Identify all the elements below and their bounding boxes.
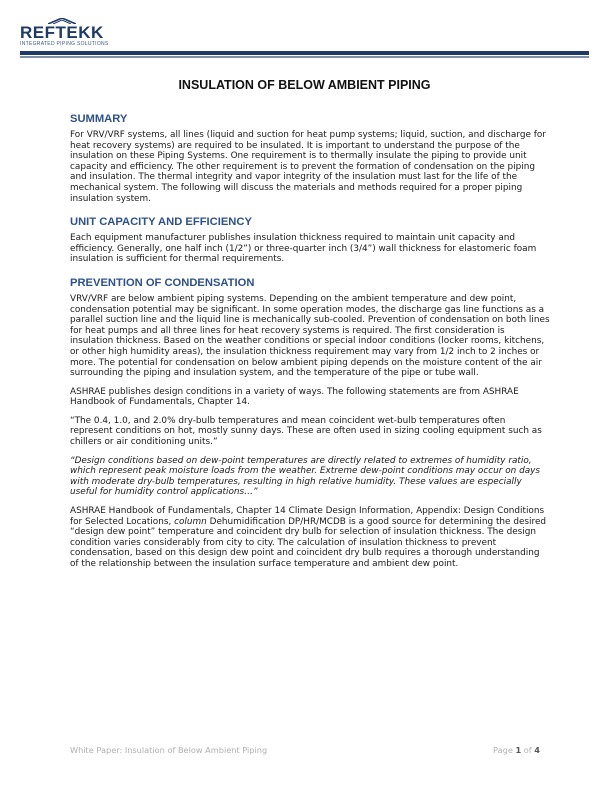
- header-rule-thin: [20, 56, 589, 58]
- brand-logo: [20, 24, 160, 48]
- document-body: [70, 112, 550, 570]
- footer-page-word: Page: [493, 745, 513, 755]
- footer-of-word: of: [523, 745, 532, 755]
- condensation-paragraph-3: [70, 506, 550, 570]
- p5-emphasis: column: [174, 516, 207, 527]
- capacity-paragraph: Each equipment manufacturer publishes insulation thickness required to maintain unit capacity and efficiency. Generally, one half inch (1/2”) or three-quarter inch (3/4”) wall thickness for elastomeric foam insulation is sufficient for thermal requirements.: [70, 233, 537, 265]
- condensation-paragraph-2: ASHRAE publishes design conditions in a variety of ways. The following statements are from ASHRAE Handbook of Fundamentals, Chapter 14.: [70, 386, 519, 408]
- summary-paragraph: For VRV/VRF systems, all lines (liquid and suction for heat pump systems; liquid, suction, and discharge for heat recovery systems) are required to be insulated. It is important to understand the purpose of the insulation on these Piping Systems. One requirement is to thermally insulate the piping to provide unit capacity and efficiency. The other requirement is to prevent the formation of condensation on the piping and insulation. The thermal integrity and vapor integrity of the insulation must last for the life of the mechanical system. The following will discuss the materials and methods required for a proper piping insulation system.: [70, 130, 546, 204]
- p5-text-a: ASHRAE Handbook of Fundamentals, Chapter 14 Climate Design Information, Appendix: Design Conditions for Selected Locations,: [70, 506, 545, 527]
- footer-page-number: [493, 745, 540, 755]
- page-title: INSULATION OF BELOW AMBIENT PIPING: [178, 78, 431, 92]
- condensation-quote-1: “The 0.4, 1.0, and 2.0% dry-bulb temperatures and mean coincident wet-bulb temperatures often represent conditions on hot, mostly sunny days. These are often used in sizing cooling equipment such as chillers or air conditioning units.”: [70, 415, 542, 448]
- logo-roof-icon: [48, 18, 76, 24]
- brand-name: REFTEKK: [20, 23, 104, 42]
- section-heading-capacity: UNIT CAPACITY AND EFFICIENCY: [70, 216, 252, 229]
- section-heading-summary: SUMMARY: [70, 113, 128, 125]
- condensation-paragraph-1: VRV/VRF are below ambient piping systems. Depending on the ambient temperature and dew point, condensation potential may be significant. In some operation modes, the discharge gas line functions as a parallel suction line and the liquid line is mechanically sub-cooled. Prevention of condensation on both lines for heat pumps and all three lines for heat recovery systems is required. The first consideration is insulation thickness. Based on the weather conditions or special indoor conditions (locker rooms, kitchens, or other high humidity areas), the insulation thickness requirement may vary from 1/2 inch to 2 inches or more. The potential for condensation on below ambient piping depends on the moisture content of the air surrounding the piping and insulation system, and the temperature of the pipe or tube wall.: [70, 293, 550, 379]
- p5-text-b: Dehumidification DP/HR/MCDB is a good source for determining the desired “design dew point” temperature and coincident dry bulb for selection of insulation thickness. The design condition varies considerably from city to city. The calculation of insulation thickness to prevent condensation, based on this design dew point and coincident dry bulb requires a thorough understanding of the relationship between the insulation surface temperature and ambient dew point.: [70, 516, 547, 569]
- condensation-quote-2: “Design conditions based on dew-point temperatures are directly related to extremes of humidity ratio, which represent peak moisture loads from the weather. Extreme dew-point conditions may occur on days with moderate dry-bulb temperatures, resulting in high relative humidity. These values are especially useful for humidity control applications…”: [70, 455, 541, 498]
- footer-document-title: White Paper: Insulation of Below Ambient Piping: [70, 745, 268, 755]
- footer-page-total: 4: [534, 745, 540, 755]
- header-rule-thick: [20, 51, 589, 55]
- footer-page-current: 1: [515, 745, 522, 755]
- brand-tagline: INTEGRATED PIPING SOLUTIONS: [20, 41, 109, 47]
- section-heading-condensation: PREVENTION OF CONDENSATION: [70, 276, 255, 289]
